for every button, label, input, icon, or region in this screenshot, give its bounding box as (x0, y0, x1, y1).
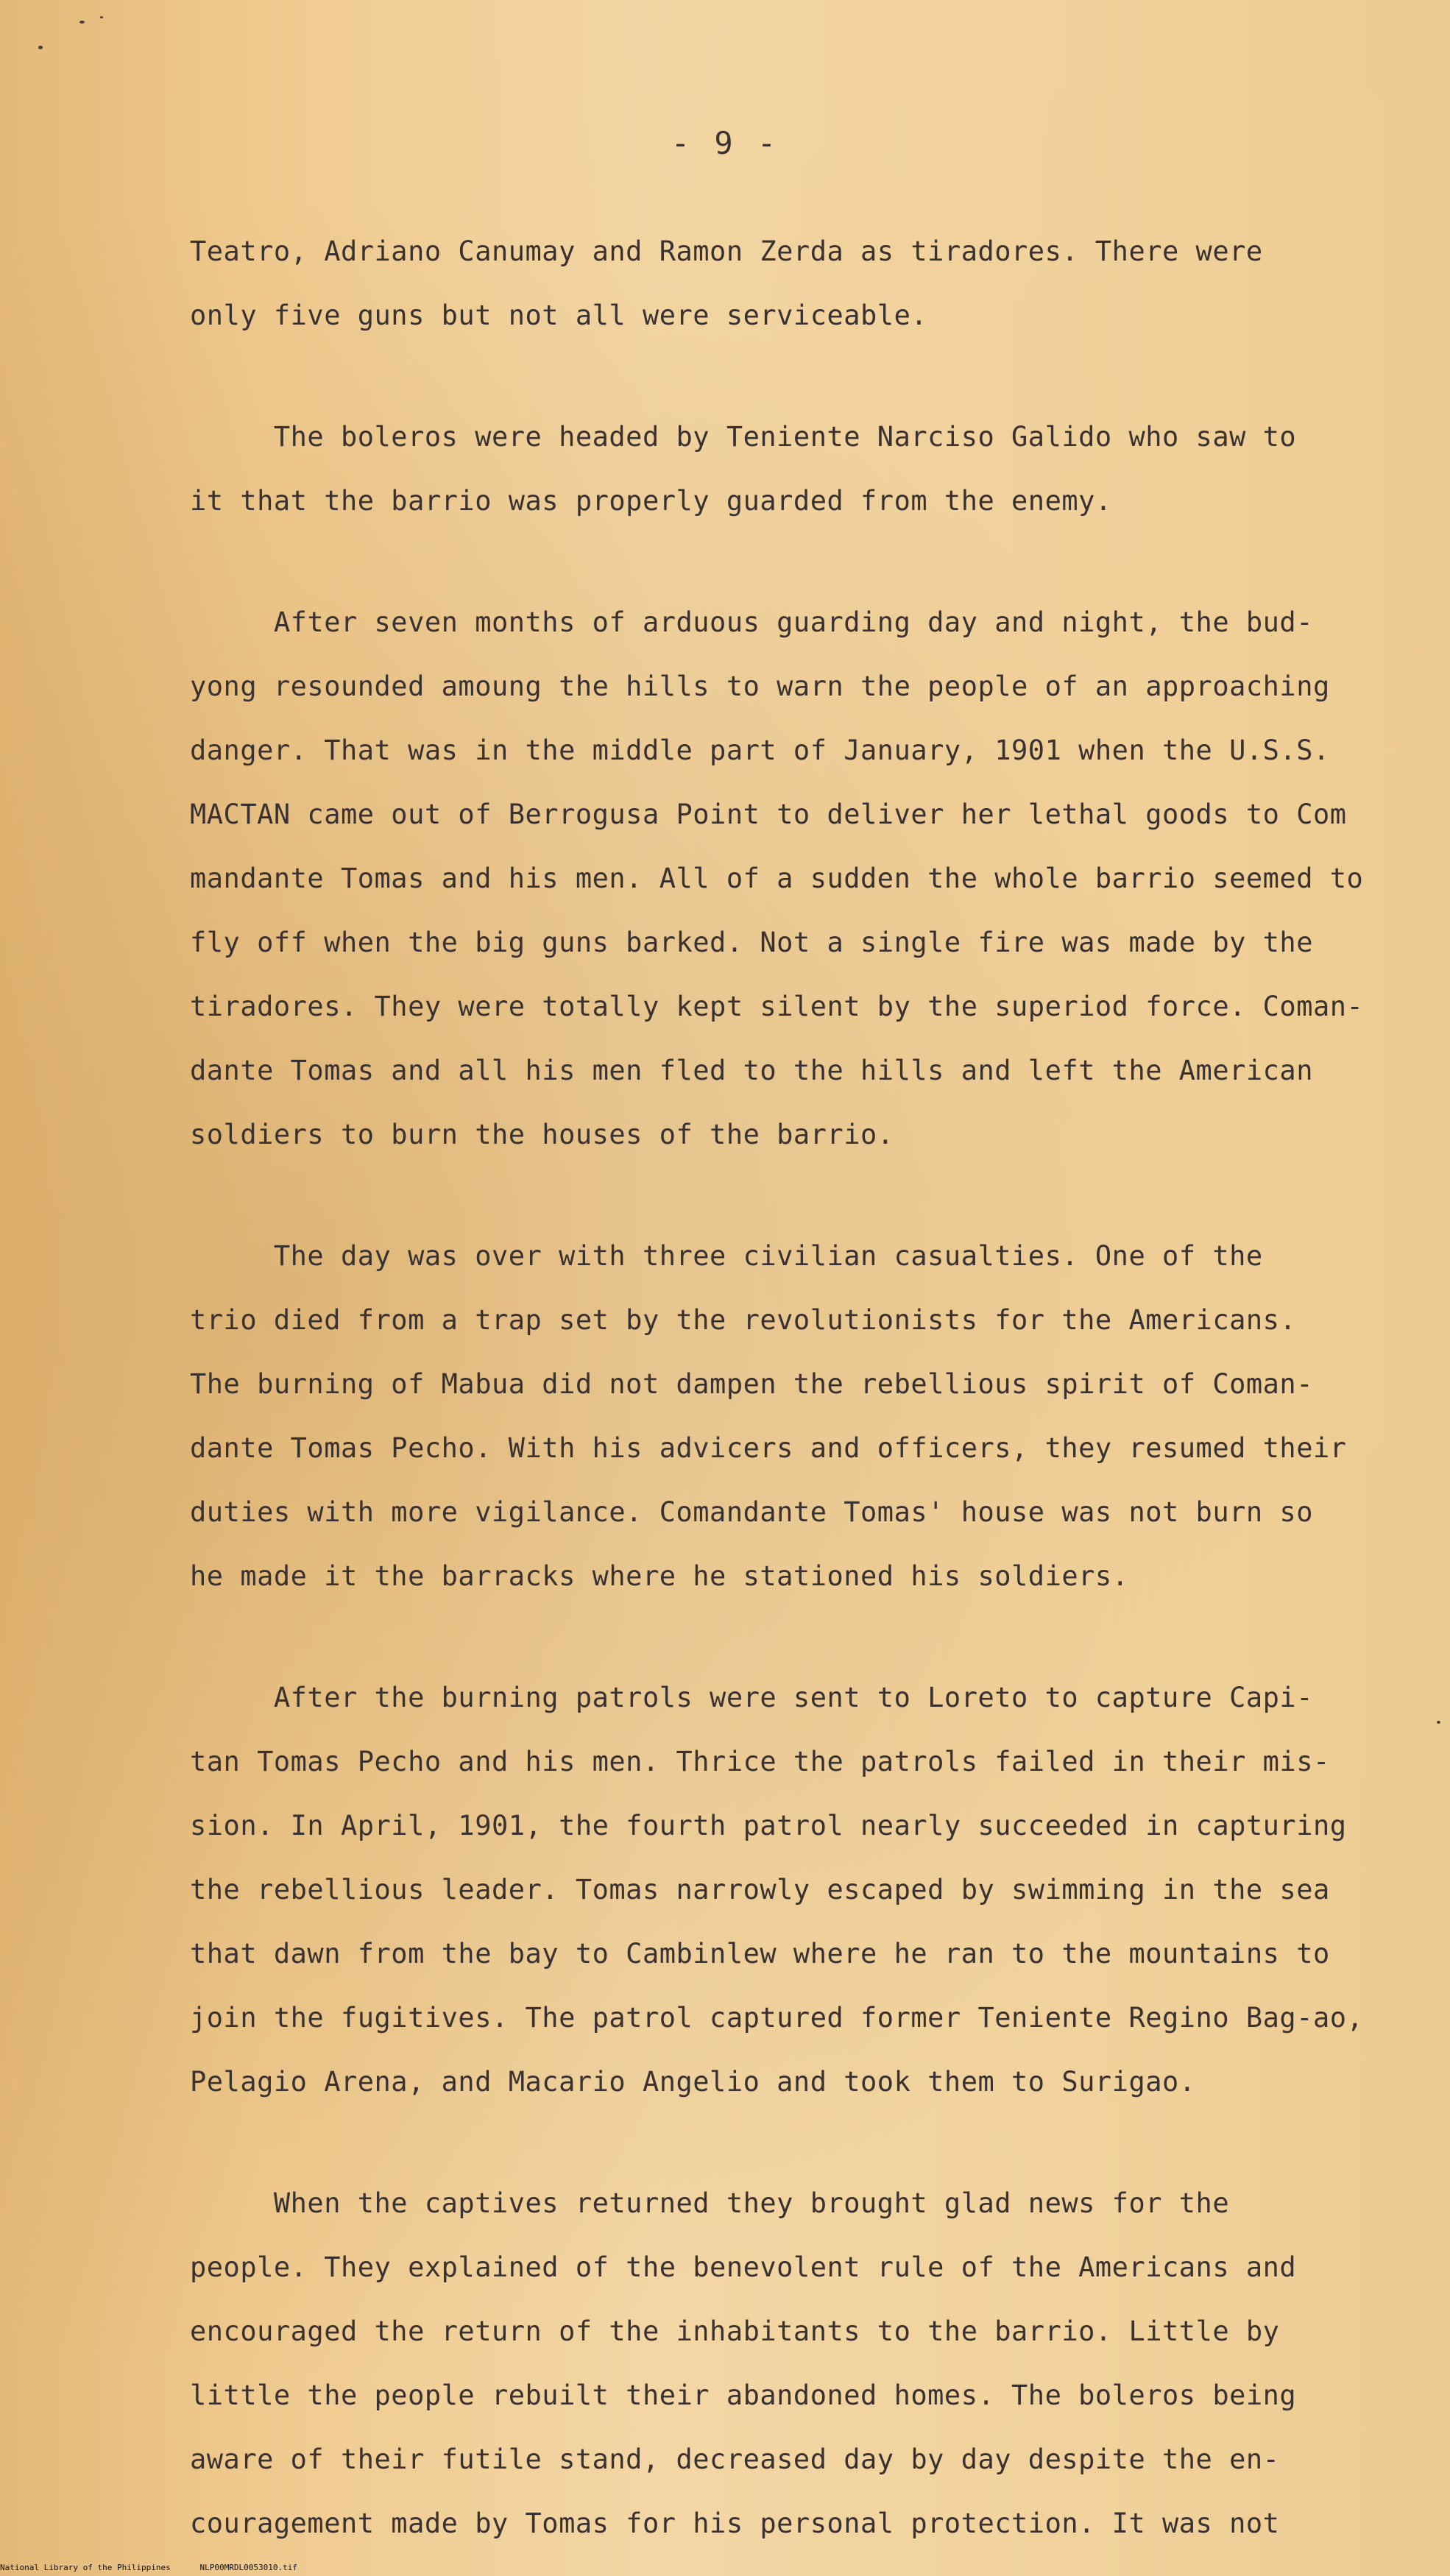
text-line: little the people rebuilt their abandoned homes. The boleros being (190, 2379, 1297, 2411)
scan-footer (0, 2563, 1450, 2573)
text-line: trio died from a trap set by the revolutionists for the Americans. (190, 1304, 1297, 1336)
text-line: tiradores. They were totally kept silent by the superiod force. Coman- (190, 991, 1364, 1022)
text-line: fly off when the big guns barked. Not a single fire was made by the (190, 927, 1313, 958)
text-line: tan Tomas Pecho and his men. Thrice the patrols failed in their mis- (190, 1746, 1330, 1777)
text-line: aware of their futile stand, decreased day by day despite the en- (190, 2444, 1280, 2475)
text-line: join the fugitives. The patrol captured former Teniente Regino Bag-ao, (190, 2002, 1364, 2034)
text-line: couragement made by Tomas for his personal protection. It was not (190, 2508, 1280, 2539)
text-line: people. They explained of the benevolent rule of the Americans and (190, 2251, 1297, 2283)
text-line: MACTAN came out of Berrogusa Point to deliver her lethal goods to Com (190, 799, 1347, 830)
text-line: After seven months of arduous guarding day and night, the bud- (190, 606, 1313, 638)
text-line: The boleros were headed by Teniente Narciso Galido who saw to (190, 421, 1297, 453)
text-line: it that the barrio was properly guarded from the enemy. (190, 485, 1112, 517)
text-line: The day was over with three civilian casualties. One of the (190, 1240, 1263, 1272)
text-line: soldiers to burn the houses of the barrio. (190, 1119, 894, 1150)
text-line: dante Tomas and all his men fled to the hills and left the American (190, 1055, 1313, 1086)
document-body (190, 219, 1364, 2555)
text-line: yong resounded amoung the hills to warn the people of an approaching (190, 670, 1330, 702)
text-line: mandante Tomas and his men. All of a sudden the whole barrio seemed to (190, 863, 1364, 894)
text-line: danger. That was in the middle part of January, 1901 when the U.S.S. (190, 735, 1330, 766)
text-line: that dawn from the bay to Cambinlew where he ran to the mountains to (190, 1938, 1330, 1970)
footer-library: National Library of the Philippines (0, 2563, 171, 2572)
text-line: only five guns but not all were serviceable. (190, 300, 928, 331)
paper-speck (79, 21, 85, 24)
text-line: The burning of Mabua did not dampen the rebellious spirit of Coman- (190, 1368, 1313, 1400)
text-line: he made it the barracks where he stationed his soldiers. (190, 1560, 1129, 1592)
page-number: - 9 - (671, 125, 779, 161)
paragraph (190, 1224, 1345, 1608)
paper-speck (38, 46, 43, 49)
paragraph (190, 1666, 1364, 2114)
text-line: Teatro, Adriano Canumay and Ramon Zerda as tiradores. There were (190, 236, 1263, 267)
text-line: Pelagio Arena, and Macario Angelio and took them to Surigao. (190, 2066, 1196, 2098)
paragraph (190, 2171, 1345, 2555)
footer-file-id: NLP00MRDL0053010.tif (199, 2563, 297, 2572)
paragraph (190, 405, 1345, 533)
paragraph (190, 590, 1364, 1167)
text-line: the rebellious leader. Tomas narrowly escaped by swimming in the sea (190, 1874, 1330, 1906)
paper-speck (1437, 1721, 1440, 1724)
text-line: duties with more vigilance. Comandante Tomas' house was not burn so (190, 1496, 1313, 1528)
text-line: dante Tomas Pecho. With his advicers and officers, they resumed their (190, 1432, 1347, 1464)
text-line: After the burning patrols were sent to Loreto to capture Capi- (190, 1682, 1313, 1713)
text-line: encouraged the return of the inhabitants to the barrio. Little by (190, 2315, 1280, 2347)
paragraph (190, 219, 1345, 347)
paper-speck (100, 16, 103, 18)
text-line: When the captives returned they brought glad news for the (190, 2187, 1230, 2219)
text-line: sion. In April, 1901, the fourth patrol nearly succeeded in capturing (190, 1810, 1347, 1841)
